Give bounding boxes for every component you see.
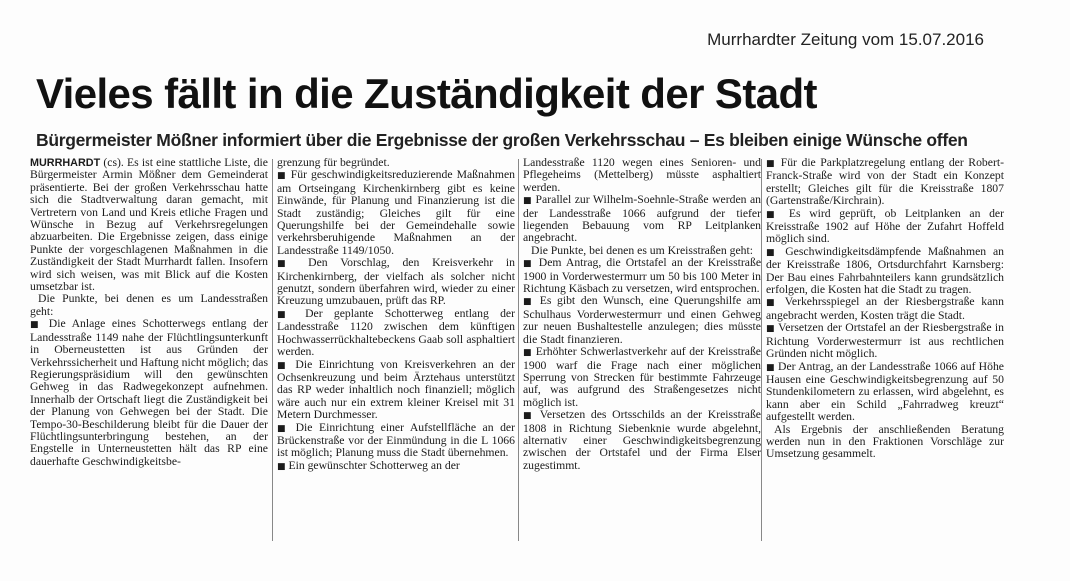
list-item: ■ Erhöhter Schwerlastverkehr auf der Kreisstraße 1900 warf die Frage nach einer möglichen Sperrung von Strecken für bestimmte Fahrzeuge auf, was aufgrund des Straßengesetzes nicht möglich ist.: [523, 345, 761, 409]
square-bullet-icon: ■: [523, 196, 533, 207]
square-bullet-icon: ■: [766, 324, 775, 335]
list-item: ■ Der Antrag, an der Landesstraße 1066 auf Höhe Hausen eine Geschwindigkeitsbegrenzung auf 50 Stundenkilometern zu erlassen, wird abgelehnt, es kann aber ein Schild „Fahrradweg kreuzt“ aufgestellt werden.: [766, 359, 1004, 424]
source-line: Murrhardter Zeitung vom 15.07.2016: [707, 30, 984, 49]
column-divider: [761, 159, 762, 541]
list-item: ■ Es wird geprüft, ob Leitplanken an der Kreisstraße 1902 auf Höhe der Zufahrt Hoffeld möglich sind.: [766, 206, 1004, 246]
square-bullet-icon: ■: [766, 247, 779, 258]
list-item: ■ Der geplante Schotterweg entlang der Landesstraße 1120 zwischen dem künftigen Hochwasserrückhaltebeckens Gaab soll asphaltiert werden.: [277, 306, 515, 359]
article-column-2: [277, 157, 515, 581]
article-column-4: [766, 157, 1004, 581]
list-item: ■ Versetzen der Ortstafel an der Riesbergstraße in Richtung Vorderwestermurr ist aus rechtlichen Gründen nicht möglich.: [766, 321, 1004, 361]
list-item: ■ Es gibt den Wunsch, eine Querungshilfe am Schulhaus Vorderwestermurr und einen Gehweg zur neuen Bushaltestelle anzulegen; dies müsste die Stadt finanzieren.: [523, 294, 761, 346]
list-item: ■ Parallel zur Wilhelm-Soehnle-Straße werden an der Landesstraße 1066 aufgrund der tiefer liegenden Bebauung vom RP Leitplanken angebracht.: [523, 193, 761, 245]
paragraph-continuation: Landesstraße 1120 wegen eines Senioren- und Pflegeheims (Mettelberg) müsste asphaltiert werden.: [523, 157, 761, 194]
list-item: ■ Die Anlage eines Schotterwegs entlang der Landesstraße 1149 nahe der Flüchtlingsunterkunft in Oberneustetten ist aus Gründen der Verkehrssicherheit und Haftung nicht möglich; das Regierungspräsidium will den gewünschten Gehweg in das Radwegekonzept aufnehmen. Innerhalb der Ortschaft liegt die Zuständigkeit bei der Planung von Gehwegen bei der Stadt. Die Tempo-30-Beschilderung bleibt für die Dauer der Flüchtlingsunterbringung bestehen, an der Engstelle in Unterneustetten hält das RP eine dauerhafte Geschwindigkeitsbe-: [30, 317, 268, 468]
square-bullet-icon: ■: [277, 171, 287, 182]
dateline: MURRHARDT: [30, 157, 101, 169]
list-item: ■ Versetzen des Ortsschilds an der Kreisstraße 1808 in Richtung Siebenknie wurde abgelehnt, alternativ einer Geschwindigkeitsbegrenzung zwischen der Ortstafel und der Firma Elser zugestimmt.: [523, 408, 761, 472]
square-bullet-icon: ■: [523, 259, 534, 270]
list-item: ■ Geschwindigkeitsdämpfende Maßnahmen an der Kreisstraße 1806, Ortsdurchfahrt Karnsberg: Der Bau eines Fahrbahnteilers kann grundsätzlich erfolgen, die Kosten hat die Stadt zu tragen.: [766, 244, 1004, 297]
headline: Vieles fällt in die Zuständigkeit der Stadt: [36, 70, 817, 117]
list-item: ■ Dem Antrag, die Ortstafel an der Kreisstraße 1900 in Vorderwestermurr um 50 bis 100 Meter in Richtung Käsbach zu versetzen, wird entsprochen.: [523, 256, 761, 296]
list-item: ■ Ein gewünschter Schotterweg an der: [277, 458, 460, 472]
paragraph-lead: [30, 157, 268, 293]
paragraph-continuation: grenzung für begründet.: [277, 157, 390, 169]
square-bullet-icon: ■: [277, 423, 290, 434]
square-bullet-icon: ■: [766, 159, 777, 169]
square-bullet-icon: ■: [277, 461, 286, 472]
paragraph-closing: Als Ergebnis der anschließenden Beratung werden nun in den Fraktionen Vorschläge zur Umsetzung gesammelt.: [766, 422, 1004, 461]
square-bullet-icon: ■: [766, 298, 779, 309]
square-bullet-icon: ■: [30, 320, 43, 331]
article-column-3: [523, 157, 761, 581]
list-item: ■ Die Einrichtung einer Aufstellfläche an der Brückenstraße vor der Einmündung in die L 1066 ist möglich; Planung muss die Stadt übernehmen.: [277, 420, 515, 460]
square-bullet-icon: ■: [766, 362, 775, 373]
article-column-1: [30, 157, 268, 581]
square-bullet-icon: ■: [523, 297, 535, 308]
list-item: ■ Den Vorschlag, den Kreisverkehr in Kirchenkirnberg, der vielfach als solcher nicht genutzt, sondern überfahren wird, wieder zu einer Kreuzung umzubauen, prüft das RP.: [277, 256, 515, 308]
square-bullet-icon: ■: [523, 411, 535, 422]
paragraph-intro-kreisstrassen: Die Punkte, bei denen es um Kreisstraßen geht:: [531, 243, 754, 257]
square-bullet-icon: ■: [766, 209, 781, 220]
column-divider: [518, 159, 519, 541]
square-bullet-icon: ■: [277, 309, 294, 320]
column-divider: [272, 159, 273, 541]
lead-text: (cs). Es ist eine stattliche Liste, die Bürgermeister Armin Mößner dem Gemeinderat präsentierte. Bei der großen Verkehrsschau hatte sich die Stadtverwaltung daran gemacht, mit Vertretern von Land und Kreis etliche Fragen und Wünsche in Bezug auf Verkehrsregelungen abzuarbeiten. Die Ergebnisse zeigen, dass einige Punkte der vorgeschlagenen Maßnahmen in die Zuständigkeit der Stadt Murrhardt fallen. Insofern wird sich weisen, was mit Blick auf die Kosten umsetzbar ist.: [30, 157, 268, 294]
square-bullet-icon: ■: [277, 360, 289, 371]
paragraph-intro-landesstrassen: Die Punkte, bei denen es um Landesstraßen geht:: [30, 292, 268, 318]
list-item: ■ Für die Parkplatzregelung entlang der Robert-Franck-Straße wird von der Stadt ein Konzept erstellt; Gleiches gilt für die Kreisstraße 1807 (Gartenstraße/Kirchrain).: [766, 157, 1004, 208]
list-item: ■ Für geschwindigkeitsreduzierende Maßnahmen am Ortseingang Kirchenkirnberg gibt es keine Einwände, für Planung und Finanzierung ist die Stadt zuständig; Gleiches gilt für eine Querungshilfe bei der Gemeindehalle sowie verkehrsberuhigende Maßnahmen an der Landesstraße 1149/1050.: [277, 168, 515, 257]
list-item: ■ Die Einrichtung von Kreisverkehren an der Ochsenkreuzung und beim Ärztehaus unterstützt das RP weder inhaltlich noch finanziell; möglich wäre auch nur ein extrem kleiner Kreisel mit 31 Metern Durchmesser.: [277, 357, 515, 422]
list-item: ■ Verkehrsspiegel an der Riesbergstraße kann angebracht werden, Kosten trägt die Stadt.: [766, 295, 1004, 322]
square-bullet-icon: ■: [277, 259, 296, 270]
subheadline: Bürgermeister Mößner informiert über die Ergebnisse der großen Verkehrsschau – Es bleiben einige Wünsche offen: [36, 130, 968, 150]
square-bullet-icon: ■: [523, 348, 533, 359]
